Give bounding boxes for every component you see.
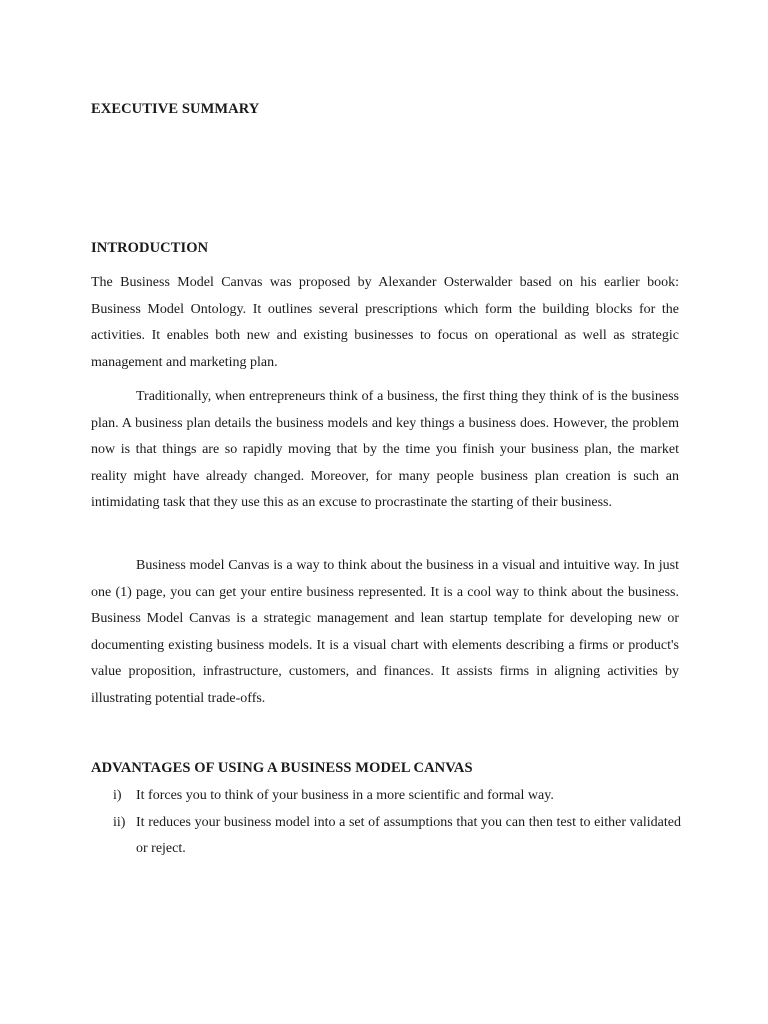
advantages-list [91, 783, 681, 863]
intro-paragraph-3: Business model Canvas is a way to think about the business in a visual and intuitive way. In just one (1) page, you can get your entire business represented. It is a cool way to think about the business. Business Model Canvas is a strategic management and lean startup template for developing new or documenting existing business models. It is a visual chart with elements describing a firms or product's value proposition, infrastructure, customers, and finances. It assists firms in aligning activities by illustrating potential trade-offs. [91, 558, 679, 706]
list-marker: i) [113, 788, 122, 803]
list-item-text: It forces you to think of your business in a more scientific and formal way. [136, 788, 554, 803]
list-item [91, 783, 681, 810]
introduction-heading: INTRODUCTION [91, 240, 209, 256]
list-item [91, 810, 681, 863]
intro-paragraph-2: Traditionally, when entrepreneurs think of a business, the first thing they think of is the business plan. A business plan details the business models and key things a business does. However, the problem now is that things are so rapidly moving that by the time you finish your business plan, the market reality might have already changed. Moreover, for many people business plan creation is such an intimidating task that they use this as an excuse to procrastinate the starting of their business. [91, 389, 679, 510]
executive-summary-heading: EXECUTIVE SUMMARY [91, 101, 260, 117]
list-marker: ii) [113, 814, 126, 830]
list-item-text: It reduces your business model into a set of assumptions that you can then test to either validated or reject. [136, 814, 681, 856]
intro-paragraph-1: The Business Model Canvas was proposed by Alexander Osterwalder based on his earlier book: Business Model Ontology. It outlines several prescriptions which form the building blocks for the activities. It enables both new and existing businesses to focus on operational as well as strategic management and marketing plan. [91, 275, 679, 370]
advantages-heading: ADVANTAGES OF USING A BUSINESS MODEL CANVAS [91, 760, 473, 776]
